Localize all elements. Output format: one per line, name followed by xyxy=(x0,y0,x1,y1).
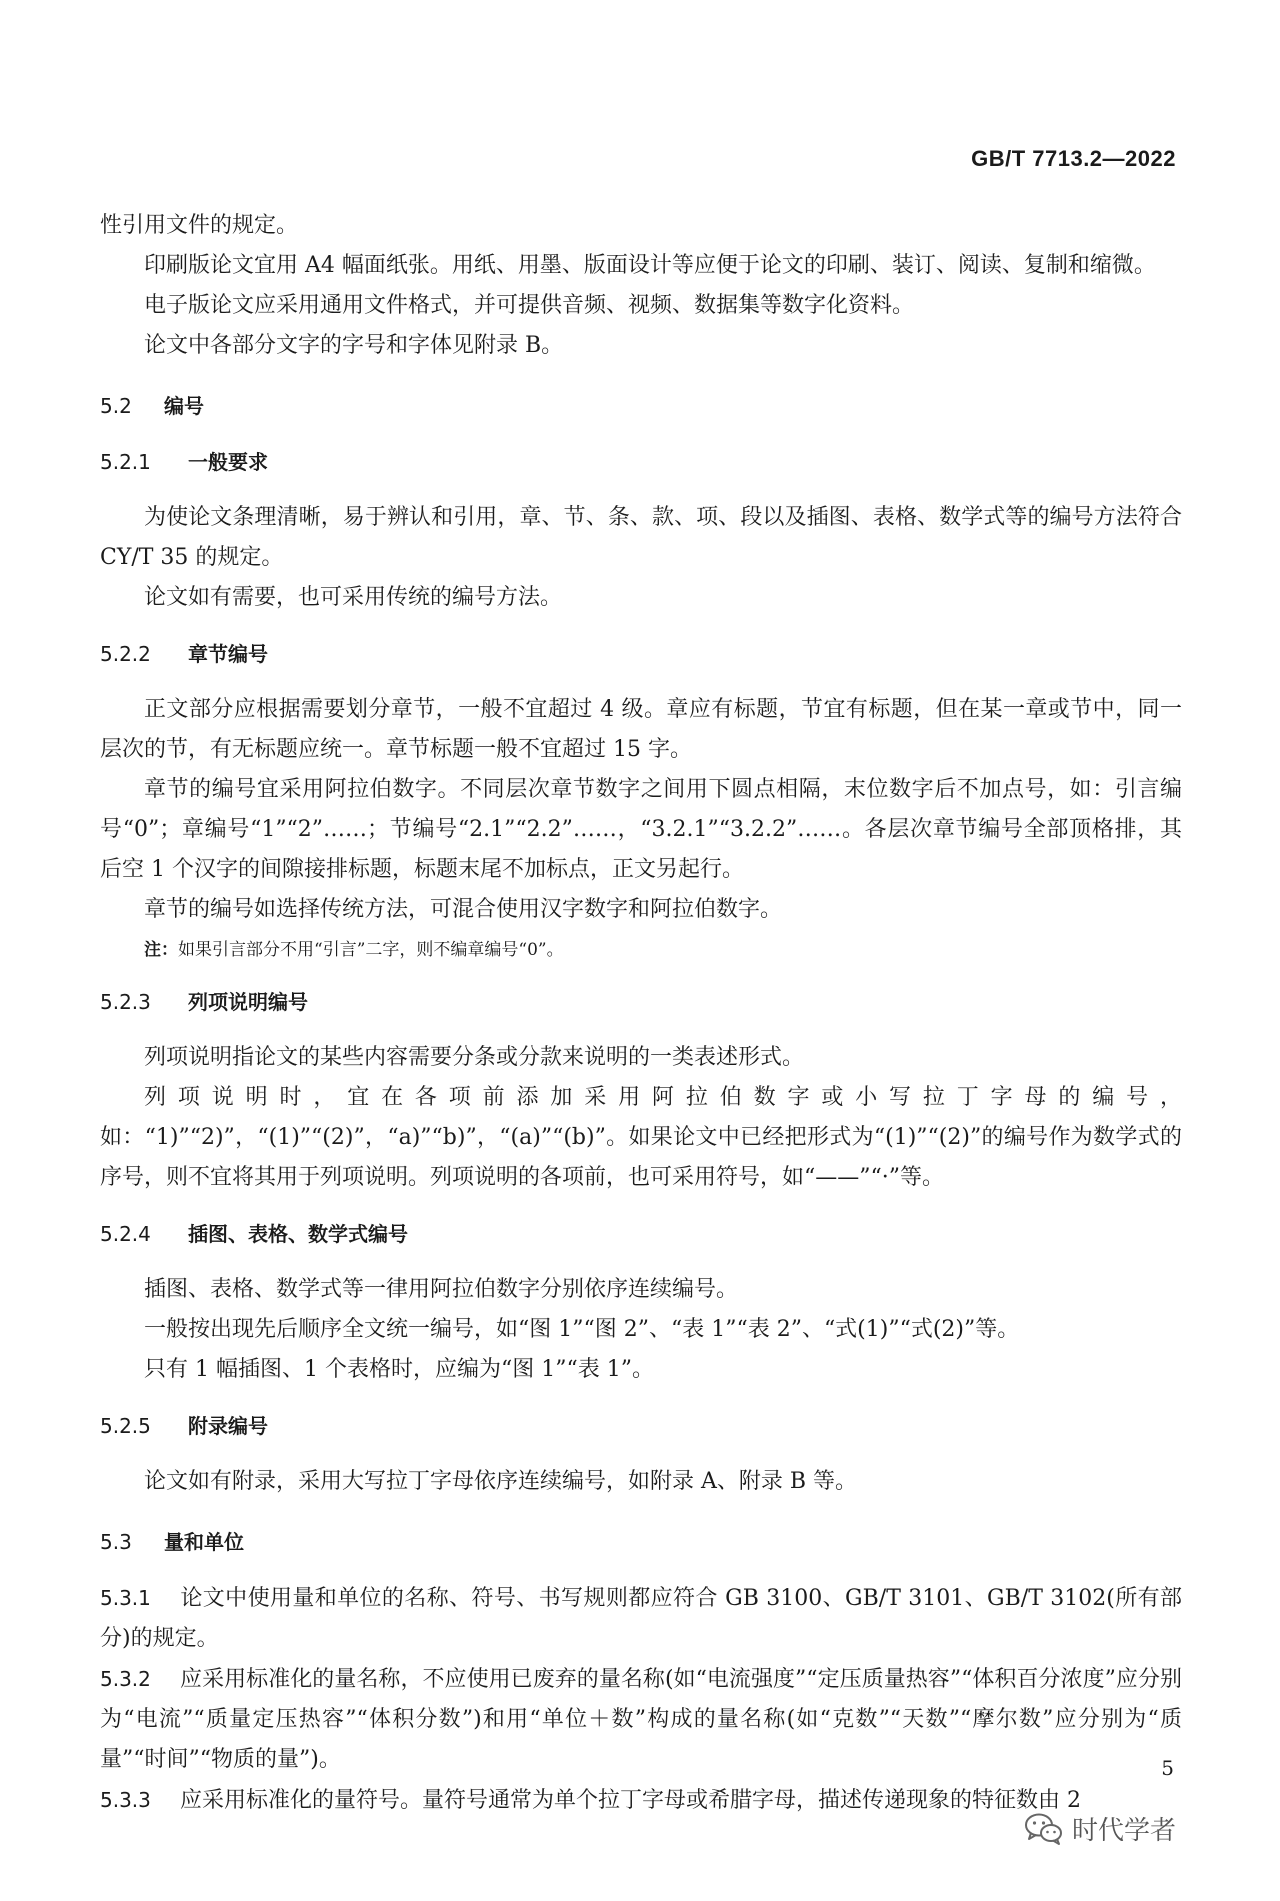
note-text: 如果引言部分不用“引言”二字，则不编章编号“0”。 xyxy=(178,940,564,960)
section-title: 一般要求 xyxy=(188,450,268,474)
watermark xyxy=(1024,1810,1176,1847)
section-number: 5.2.3 xyxy=(100,990,151,1014)
section-number: 5.2 xyxy=(100,394,132,418)
section-title: 附录编号 xyxy=(188,1414,268,1438)
note-label: 注： xyxy=(144,940,178,960)
section-number: 5.2.2 xyxy=(100,642,151,666)
clause-number: 5.3.2 xyxy=(100,1667,151,1691)
page-number: 5 xyxy=(1161,1756,1174,1780)
section-heading-5-2-3 xyxy=(100,982,1182,1022)
clause-number: 5.3.3 xyxy=(100,1788,151,1812)
section-heading-5-2 xyxy=(100,386,1182,426)
paragraph: 论文如有需要，也可采用传统的编号方法。 xyxy=(144,585,563,610)
clause-5-3-2 xyxy=(100,1659,1182,1780)
paragraph: 印刷版论文宜用 A4 幅面纸张。用纸、用墨、版面设计等应便于论文的印刷、装订、阅读、复制和缩微。 xyxy=(144,253,1156,278)
paragraph: 正文部分应根据需要划分章节，一般不宜超过 4 级。章应有标题，节宜有标题，但在某一章或节中，同一层次的节，有无标题应统一。章节标题一般不宜超过 15 字。 xyxy=(100,697,1182,762)
section-title: 编号 xyxy=(164,394,204,418)
section-title: 量和单位 xyxy=(164,1530,244,1554)
watermark-text: 时代学者 xyxy=(1071,1816,1176,1846)
section-heading-5-2-4 xyxy=(100,1214,1182,1254)
section-title: 列项说明编号 xyxy=(188,990,308,1014)
paragraph: 性引用文件的规定。 xyxy=(100,213,299,238)
section-number: 5.2.5 xyxy=(100,1414,151,1438)
paragraph: 章节的编号宜采用阿拉伯数字。不同层次章节数字之间用下圆点相隔，末位数字后不加点号，如：引言编号“0”；章编号“1”“2”……；节编号“2.1”“2.2”……，“3.2.1”“3.2.2”……。各层次章节编号全部顶格排，其后空 1 个汉字的间隙接排标题，标题末尾不加标点，正文另起行。 xyxy=(100,777,1182,882)
paragraph: 为使论文条理清晰，易于辨认和引用，章、节、条、款、项、段以及插图、表格、数学式等的编号方法符合 CY/T 35 的规定。 xyxy=(100,505,1182,570)
clause-text: 应采用标准化的量名称，不应使用已废弃的量名称(如“电流强度”“定压质量热容”“体积百分浓度”应分别为“电流”“质量定压热容”“体积分数”)和用“单位＋数”构成的量名称(如“克数”“天数”“摩尔数”应分别为“质量”“时间”“物质的量”)。 xyxy=(100,1667,1183,1772)
paragraph: 章节的编号如选择传统方法，可混合使用汉字数字和阿拉伯数字。 xyxy=(144,897,783,922)
wechat-icon xyxy=(1024,1812,1064,1846)
clause-5-3-1 xyxy=(100,1578,1182,1659)
clause-text: 论文中使用量和单位的名称、符号、书写规则都应符合 GB 3100、GB/T 3101、GB/T 3102(所有部分)的规定。 xyxy=(100,1586,1182,1651)
paragraph: 一般按出现先后顺序全文统一编号，如“图 1”“图 2”、“表 1”“表 2”、“式(1)”“式(2)”等。 xyxy=(144,1317,1020,1342)
paragraph: 论文如有附录，采用大写拉丁字母依序连续编号，如附录 A、附录 B 等。 xyxy=(144,1469,858,1494)
paragraph: 插图、表格、数学式等一律用阿拉伯数字分别依序连续编号。 xyxy=(144,1277,739,1302)
section-heading-5-3 xyxy=(100,1522,1182,1562)
section-number: 5.2.4 xyxy=(100,1222,151,1246)
section-heading-5-2-2 xyxy=(100,634,1182,674)
section-title: 插图、表格、数学式编号 xyxy=(188,1222,408,1246)
section-number: 5.3 xyxy=(100,1530,132,1554)
section-number: 5.2.1 xyxy=(100,450,151,474)
clause-5-3-3 xyxy=(100,1780,1182,1821)
paragraph: 列项说明时，宜在各项前添加采用阿拉伯数字或小写拉丁字母的编号，如：“1)”“2)”，“(1)”“(2)”，“a)”“b)”，“(a)”“(b)”。如果论文中已经把形式为“(1)”“(2)”的编号作为数学式的序号，则不宜将其用于列项说明。列项说明的各项前，也可采用符号，如“——”“·”等。 xyxy=(100,1085,1182,1190)
paragraph: 只有 1 幅插图、1 个表格时，应编为“图 1”“表 1”。 xyxy=(144,1357,654,1382)
clause-number: 5.3.1 xyxy=(100,1586,151,1610)
paragraph: 列项说明指论文的某些内容需要分条或分款来说明的一类表述形式。 xyxy=(144,1045,805,1070)
note xyxy=(100,934,1182,966)
section-heading-5-2-5 xyxy=(100,1406,1182,1446)
document-body xyxy=(100,206,1182,1821)
paragraph: 电子版论文应采用通用文件格式，并可提供音频、视频、数据集等数字化资料。 xyxy=(144,293,915,318)
section-title: 章节编号 xyxy=(188,642,268,666)
standard-code: GB/T 7713.2—2022 xyxy=(971,146,1176,171)
section-heading-5-2-1 xyxy=(100,442,1182,482)
paragraph: 论文中各部分文字的字号和字体见附录 B。 xyxy=(144,333,564,358)
clause-text: 应采用标准化的量符号。量符号通常为单个拉丁字母或希腊字母，描述传递现象的特征数由 2 xyxy=(180,1788,1081,1813)
